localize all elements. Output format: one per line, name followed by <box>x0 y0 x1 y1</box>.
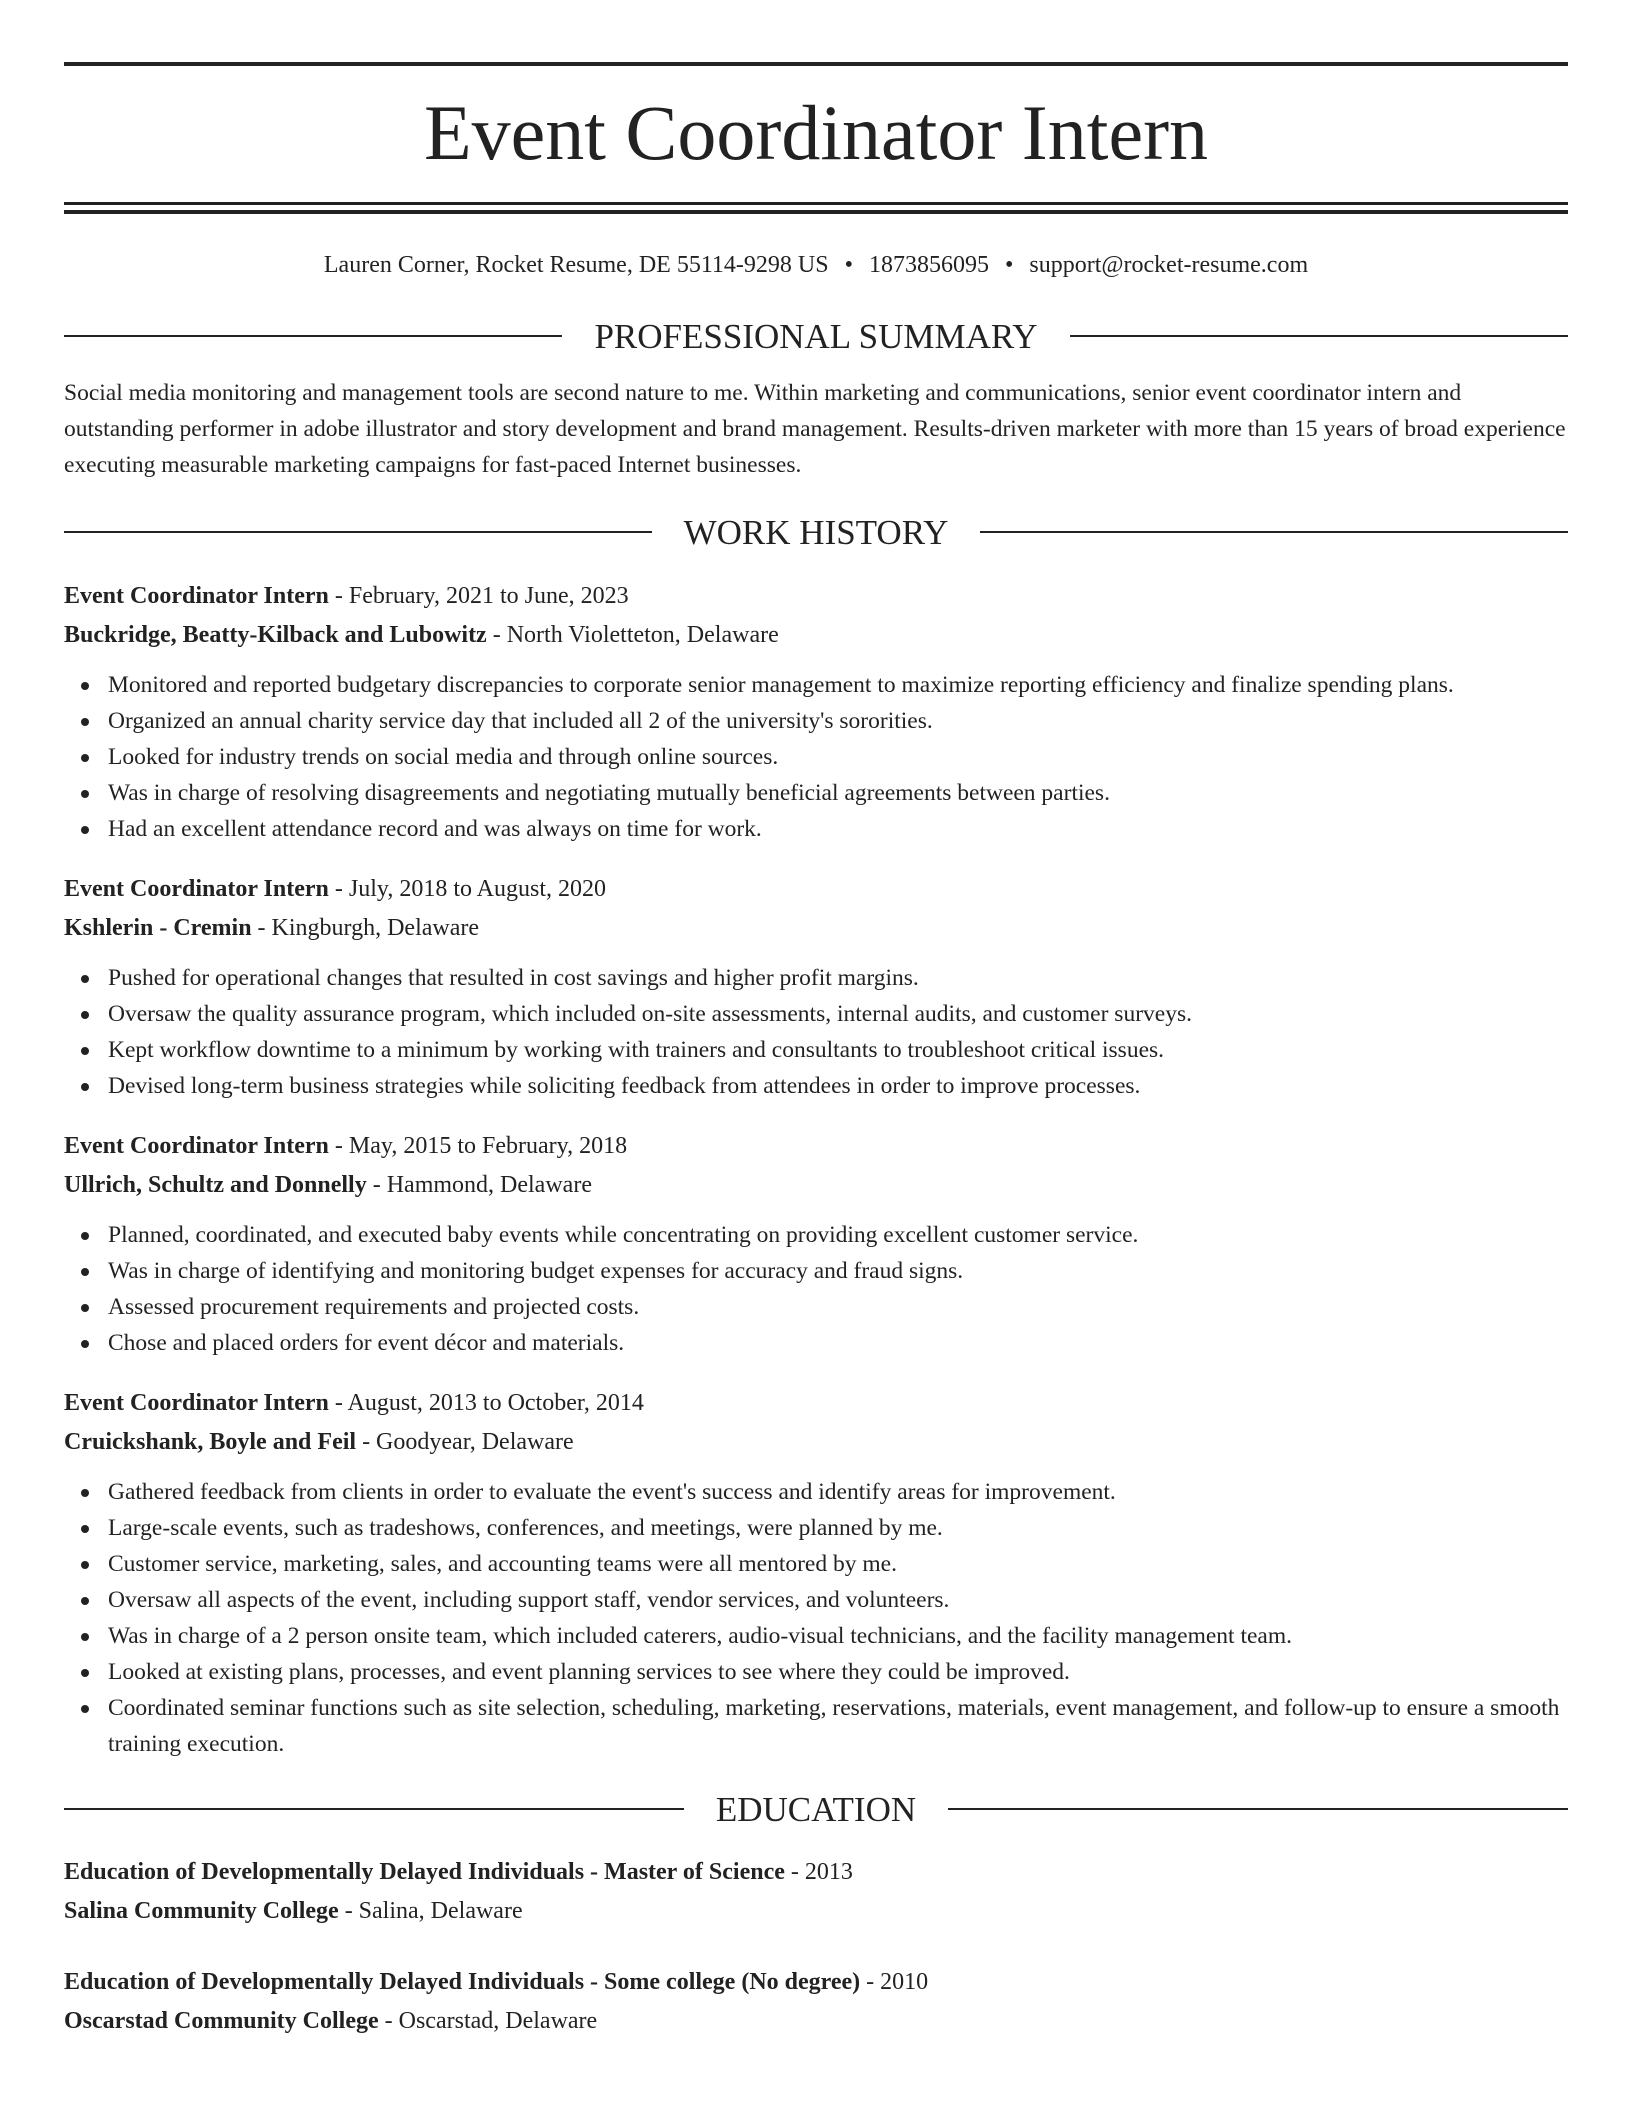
contact-line <box>64 251 1568 280</box>
job-bullet: Customer service, marketing, sales, and accounting teams were all mentored by me. <box>108 1546 1568 1582</box>
education-school: Salina Community College <box>64 1897 339 1924</box>
section-heading-work-history <box>64 512 1568 552</box>
job-bullet: Pushed for operational changes that resulted in cost savings and higher profit margins. <box>108 960 1568 996</box>
job-location: - North Violetteton, Delaware <box>486 621 779 648</box>
job-bullets <box>64 667 1568 847</box>
job-bullets <box>64 1217 1568 1361</box>
job-bullet: Kept workflow downtime to a minimum by working with trainers and consultants to troubleshoot critical issues. <box>108 1032 1568 1068</box>
section-heading-education <box>64 1789 1568 1829</box>
job-company-line <box>64 616 1568 655</box>
job-entry <box>64 1384 1568 1762</box>
heading-rule-left <box>64 1808 684 1810</box>
job-company-line <box>64 1423 1568 1462</box>
contact-address: Lauren Corner, Rocket Resume, DE 55114-9298 US <box>323 252 829 278</box>
summary-paragraph: Social media monitoring and management tools are second nature to me. Within marketing and communications, senior event coordinator intern and outstanding performer in adobe illustrator and story development and brand management. Results-driven marketer with more than 15 years of broad experience executing measurable marketing campaigns for fast-paced Internet businesses. <box>64 379 1566 478</box>
job-company: Buckridge, Beatty-Kilback and Lubowitz <box>64 621 487 648</box>
job-bullet: Oversaw the quality assurance program, which included on-site assessments, internal audits, and customer surveys. <box>108 996 1568 1032</box>
title-top-rule <box>64 62 1568 66</box>
job-dates: - May, 2015 to February, 2018 <box>328 1132 628 1159</box>
education-year: - 2013 <box>784 1858 853 1885</box>
job-company: Kshlerin - Cremin <box>64 914 252 941</box>
job-bullet: Was in charge of resolving disagreements and negotiating mutually beneficial agreements between parties. <box>108 775 1568 811</box>
job-title-line <box>64 870 1568 909</box>
job-company: Cruickshank, Boyle and Feil <box>64 1428 357 1455</box>
contact-phone: 1873856095 <box>869 252 990 278</box>
contact-email: support@rocket-resume.com <box>1029 252 1309 278</box>
job-role: Event Coordinator Intern <box>64 1389 329 1416</box>
section-heading-label: EDUCATION <box>715 1789 917 1829</box>
job-dates: - August, 2013 to October, 2014 <box>328 1389 644 1416</box>
job-location: - Goodyear, Delaware <box>356 1428 574 1455</box>
job-bullet: Was in charge of identifying and monitoring budget expenses for accuracy and fraud signs. <box>108 1253 1568 1289</box>
education-degree-line <box>64 1963 1568 2002</box>
education-year: - 2010 <box>860 1968 929 1995</box>
work-history-list <box>64 577 1568 1762</box>
job-entry <box>64 577 1568 847</box>
job-role: Event Coordinator Intern <box>64 582 329 609</box>
education-degree-line <box>64 1853 1568 1892</box>
job-bullet: Organized an annual charity service day that included all 2 of the university's sororities. <box>108 703 1568 739</box>
contact-separator: • <box>1005 252 1014 278</box>
job-company-line <box>64 909 1568 948</box>
resume-title: Event Coordinator Intern <box>423 89 1209 176</box>
section-heading-label: WORK HISTORY <box>683 512 949 552</box>
education-degree: Education of Developmentally Delayed Individuals - Some college (No degree) <box>64 1968 861 1995</box>
job-company: Ullrich, Schultz and Donnelly <box>64 1171 367 1198</box>
job-bullet: Oversaw all aspects of the event, including support staff, vendor services, and volunteers. <box>108 1582 1568 1618</box>
job-bullet: Looked for industry trends on social media and through online sources. <box>108 739 1568 775</box>
contact-separator: • <box>844 252 854 278</box>
job-bullet: Chose and placed orders for event décor and materials. <box>108 1325 1568 1361</box>
job-role: Event Coordinator Intern <box>64 1132 329 1159</box>
job-location: - Hammond, Delaware <box>366 1171 592 1198</box>
heading-rule-left <box>64 531 652 533</box>
job-dates: - February, 2021 to June, 2023 <box>328 582 629 609</box>
job-bullet: Devised long-term business strategies while soliciting feedback from attendees in order to improve processes. <box>108 1068 1568 1104</box>
job-entry <box>64 1127 1568 1361</box>
job-bullet: Assessed procurement requirements and projected costs. <box>108 1289 1568 1325</box>
heading-rule-right <box>1070 335 1568 337</box>
resume-page <box>64 0 1568 2041</box>
education-entry <box>64 1963 1568 2041</box>
job-title-line <box>64 1384 1568 1423</box>
education-location: - Salina, Delaware <box>338 1897 523 1924</box>
job-bullet: Monitored and reported budgetary discrepancies to corporate senior management to maximize reporting efficiency and finalize spending plans. <box>108 667 1568 703</box>
heading-rule-right <box>980 531 1568 533</box>
job-bullets <box>64 960 1568 1104</box>
heading-rule-right <box>948 1808 1568 1810</box>
education-school: Oscarstad Community College <box>64 2007 379 2034</box>
job-entry <box>64 870 1568 1104</box>
job-bullets <box>64 1474 1568 1762</box>
education-list <box>64 1853 1568 2041</box>
job-title-line <box>64 577 1568 616</box>
education-location: - Oscarstad, Delaware <box>378 2007 598 2034</box>
job-bullet: Planned, coordinated, and executed baby events while concentrating on providing excellent customer service. <box>108 1217 1568 1253</box>
heading-rule-left <box>64 335 562 337</box>
section-heading-label: PROFESSIONAL SUMMARY <box>594 316 1038 356</box>
education-entry <box>64 1853 1568 1931</box>
education-school-line <box>64 1892 1568 1931</box>
job-location: - Kingburgh, Delaware <box>251 914 480 941</box>
job-bullet: Was in charge of a 2 person onsite team, which included caterers, audio-visual technicians, and the facility management team. <box>108 1618 1568 1654</box>
job-company-line <box>64 1166 1568 1205</box>
job-bullet: Had an excellent attendance record and was always on time for work. <box>108 811 1568 847</box>
job-bullet: Large-scale events, such as tradeshows, conferences, and meetings, were planned by me. <box>108 1510 1568 1546</box>
education-degree: Education of Developmentally Delayed Individuals - Master of Science <box>64 1858 785 1885</box>
job-bullet: Looked at existing plans, processes, and event planning services to see where they could be improved. <box>108 1654 1568 1690</box>
job-title-line <box>64 1127 1568 1166</box>
section-heading-summary <box>64 316 1568 356</box>
education-school-line <box>64 2002 1568 2041</box>
job-bullet: Gathered feedback from clients in order to evaluate the event's success and identify areas for improvement. <box>108 1474 1568 1510</box>
job-dates: - July, 2018 to August, 2020 <box>328 875 607 902</box>
job-role: Event Coordinator Intern <box>64 875 329 902</box>
title-bottom-double-rule <box>64 202 1568 214</box>
job-bullet: Coordinated seminar functions such as site selection, scheduling, marketing, reservations, materials, event management, and follow-up to ensure a smooth training execution. <box>108 1690 1568 1762</box>
